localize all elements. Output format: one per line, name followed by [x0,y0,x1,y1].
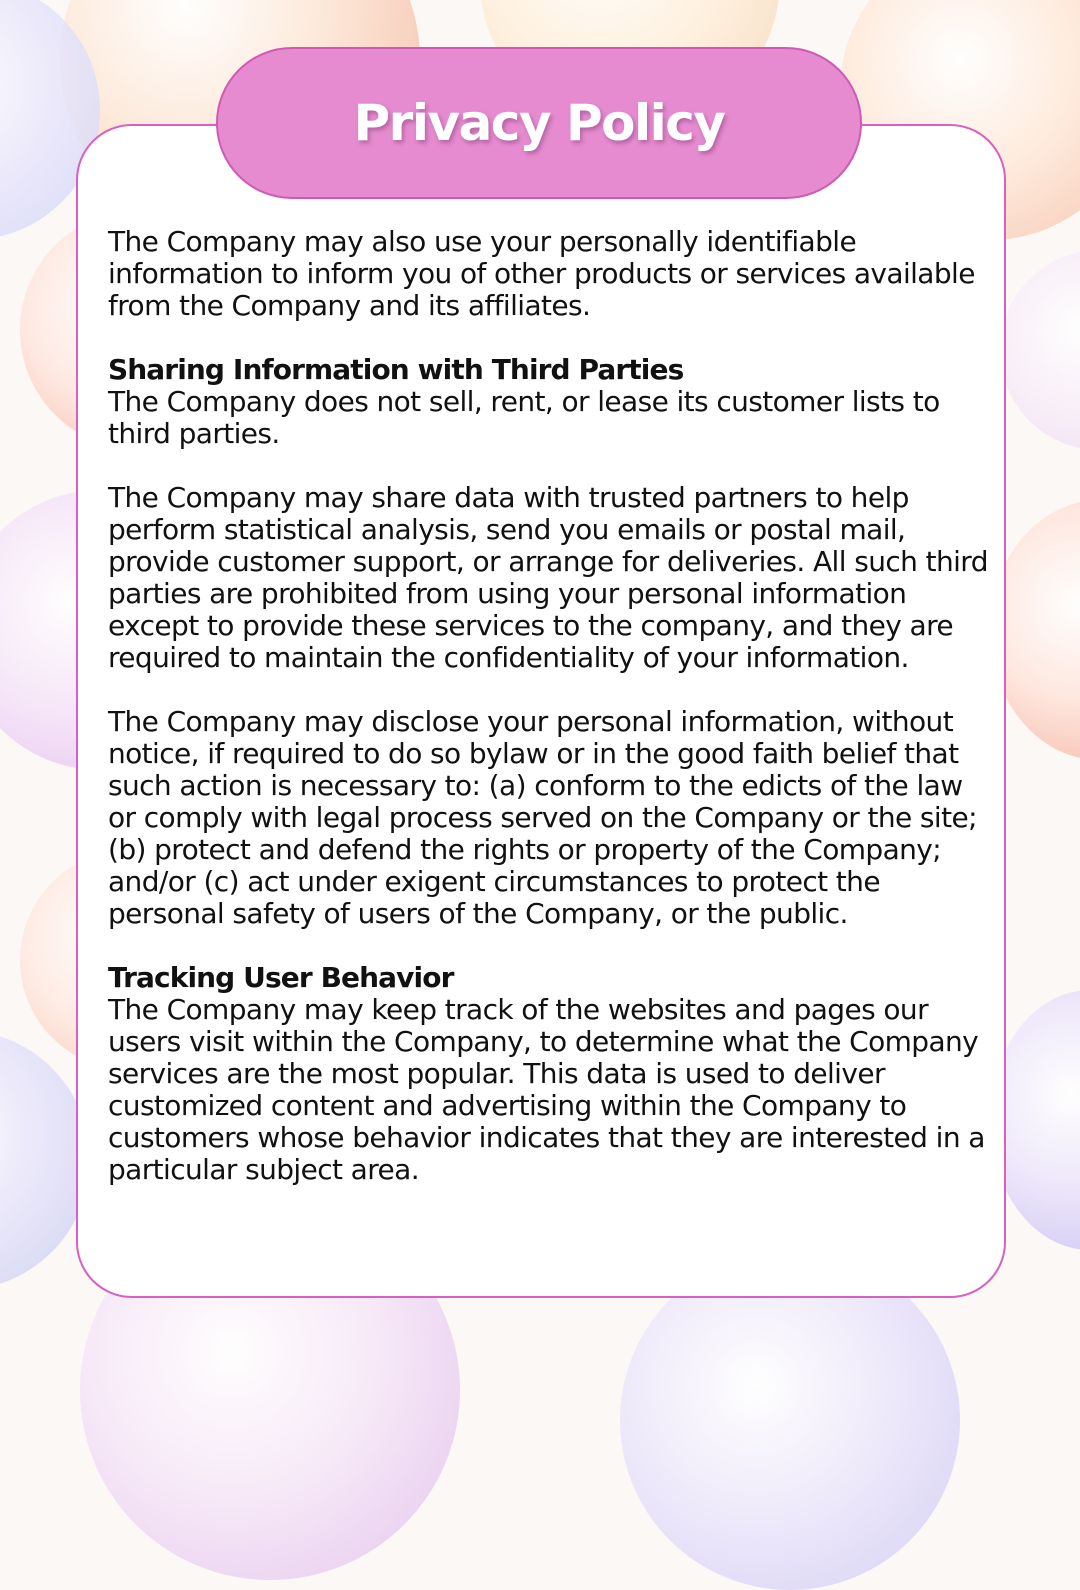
page-title: Privacy Policy [353,94,725,152]
section-sharing [108,354,992,450]
policy-content [108,226,992,1186]
paragraph-no-sell: The Company does not sell, rent, or lease its customer lists to third parties. [108,385,940,450]
background-bubble [1000,250,1080,450]
paragraph-tracking: The Company may keep track of the websites and pages our users visit within the Company, to determine what the Company services are the most popular. This data is used to deliver customized content and advertising within the Company to customers whose behavior indicates that they are interested in a particular subject area. [108,993,985,1186]
paragraph-affiliates: The Company may also use your personally identifiable information to inform you of other products or services available from the Company and its affiliates. [108,225,975,322]
background-bubble [620,1250,960,1590]
title-banner [216,47,862,199]
sharing-heading: Sharing Information with Third Parties [108,353,684,386]
paragraph-trusted-partners: The Company may share data with trusted partners to help perform statistical analysis, send you emails or postal mail, provide customer support, or arrange for deliveries. All such third parties are prohibited from using your personal information except to provide these services to the company, and they are required to maintain the confidentiality of your information. [108,481,988,674]
section-tracking [108,962,992,1186]
tracking-heading: Tracking User Behavior [108,961,454,994]
paragraph-disclosure: The Company may disclose your personal information, without notice, if required to do so bylaw or in the good faith belief that such action is necessary to: (a) conform to the edicts of the law or comply with legal process served on the Company or the site; (b) protect and defend the rights or property of the Company; and/or (c) act under exigent circumstances to protect the personal safety of users of the Company, or the public. [108,705,977,930]
